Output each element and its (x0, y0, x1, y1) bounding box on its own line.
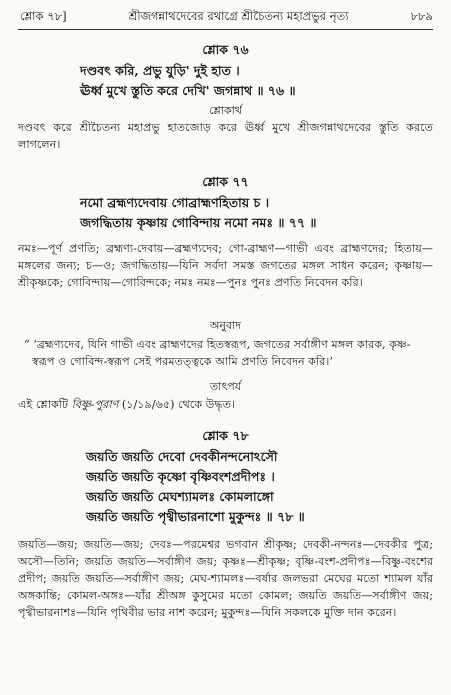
verse-77-purport (18, 396, 433, 413)
verse-76-meaning: দণ্ডবৎ করে শ্রীচৈতন্য মহাপ্রভু হাতজোড় করে ঊর্ধ্ব মুখে শ্রীজগন্নাথদেবের স্তুতি করতে লাগলেন। (18, 121, 433, 151)
purport-source-title: বিষ্ণু-পুরাণ (71, 398, 119, 411)
header-title: শ্রীজগন্নাথদেবের রথাগ্রে শ্রীচৈতন্য মহাপ্রভুর নৃত্য (128, 8, 349, 23)
verse-76-line-2: ঊর্ধ্ব মুখে স্তুতি করে দেখি' জগন্নাথ ॥ ৭৬ ॥ (80, 83, 296, 98)
verse-77-line-2: জগদ্ধিতায় কৃষ্ণায় গোবিন্দায় নমো নমঃ ॥ ৭৭ ॥ (80, 215, 317, 230)
verse-76-meaning-label: শ্লোকার্থ (209, 104, 242, 117)
verse-77-purport-label: তাৎপর্য (209, 380, 242, 393)
verse-78-line-2: জয়তি জয়তি কৃষ্ণো বৃষ্ণিবংশপ্রদীপঃ । (86, 469, 275, 484)
verse-77-label: শ্লোক ৭৭ (202, 174, 249, 189)
header-rule (18, 29, 433, 30)
verse-78-line-1: জয়তি জয়তি দেবো দেবকীনন্দনোঽসৌ (86, 449, 278, 464)
verse-77-word-meanings: নমঃ—পূর্ণ প্রণতি; ব্রহ্মণ্য-দেবায়—ব্রহ্মণ্যদেব; গো-ব্রাহ্মণ—গাভী এবং ব্রাহ্মণদের; হিতায়—মঙ্গলের জন্য; চ—ও; জগদ্ধিতায়—যিনি সর্বদা সমস্ত জগতের মঙ্গল সাধন করেন; কৃষ্ণায়—শ্রীকৃষ্ণকে; গোবিন্দায়—গোবিন্দকে; নমঃ নমঃ—পুনঃ পুনঃ প্রণতি নিবেদন করি। (18, 242, 433, 289)
verse-77-translation-label: অনুবাদ (209, 319, 242, 332)
verse-78-word-meanings: জয়তি—জয়; জয়তি—জয়; দেবঃ—পরমেশ্বর ভগবান শ্রীকৃষ্ণ; দেবকী-নন্দনঃ—দেবকীর পুত্র; অসৌ—তিনি; জয়তি জয়তি—সর্বাঙ্গীণ জয়; কৃষ্ণঃ—শ্রীকৃষ্ণ; বৃষ্ণি-বংশ-প্রদীপঃ—বিষ্ণু-বংশের প্রদীপ; জয়তি জয়তি—সর্বাঙ্গীণ জয়; মেঘ-শ্যামলঃ—বর্ষার জলভরা মেঘের মতো শ্যামল যাঁর অঙ্গকান্তি; কোমল-অঙ্গঃ—যাঁর শ্রীঅঙ্গ কুসুমের মতো কোমল; জয়তি জয়তি—সর্বাঙ্গীণ জয়; পৃথ্বীভারনাশঃ—যিনি পৃথিবীর ভার নাশ করেন; মুকুন্দঃ—যিনি সকলকে মুক্তি দান করেন। (18, 538, 433, 619)
verse-76-label: শ্লোক ৭৬ (202, 42, 249, 57)
header-verse-ref: শ্লোক ৭৮] (20, 8, 67, 23)
verse-76-line-1: দণ্ডবৎ করি, প্রভু যুড়ি' দুই হাত । (80, 63, 240, 78)
verse-77-translation: “ ‘ব্রহ্মণ্যদেব, যিনি গাভী এবং ব্রাহ্মণদের হিতস্বরূপ, জগতের সর্বাঙ্গীণ মঙ্গল কারক, কৃষ্ণ-স্বরূপ ও গোবিন্দ-স্বরূপ সেই পরমতত্ত্বকে আমি প্রণতি নিবেদন করি।’ (24, 338, 411, 368)
verse-78-line-4: জয়তি জয়তি পৃথ্বীভারনাশো মুকুন্দঃ ॥ ৭৮ ॥ (86, 509, 305, 524)
purport-text-pre: এই শ্লোকটি (18, 398, 72, 411)
verse-78-line-3: জয়তি জয়তি মেঘশ্যামলঃ কোমলাঙ্গো (86, 489, 274, 504)
purport-text-post: (১/১৯/৬৫) থেকে উদ্ধৃত। (118, 398, 236, 411)
verse-78-label: শ্লোক ৭৮ (202, 428, 249, 443)
verse-77-line-1: নমো ব্রহ্মণ্যদেবায় গোব্রাহ্মণহিতায় চ । (80, 195, 270, 210)
running-header (20, 8, 433, 26)
header-page-number: ৮৮৯ (410, 8, 433, 23)
